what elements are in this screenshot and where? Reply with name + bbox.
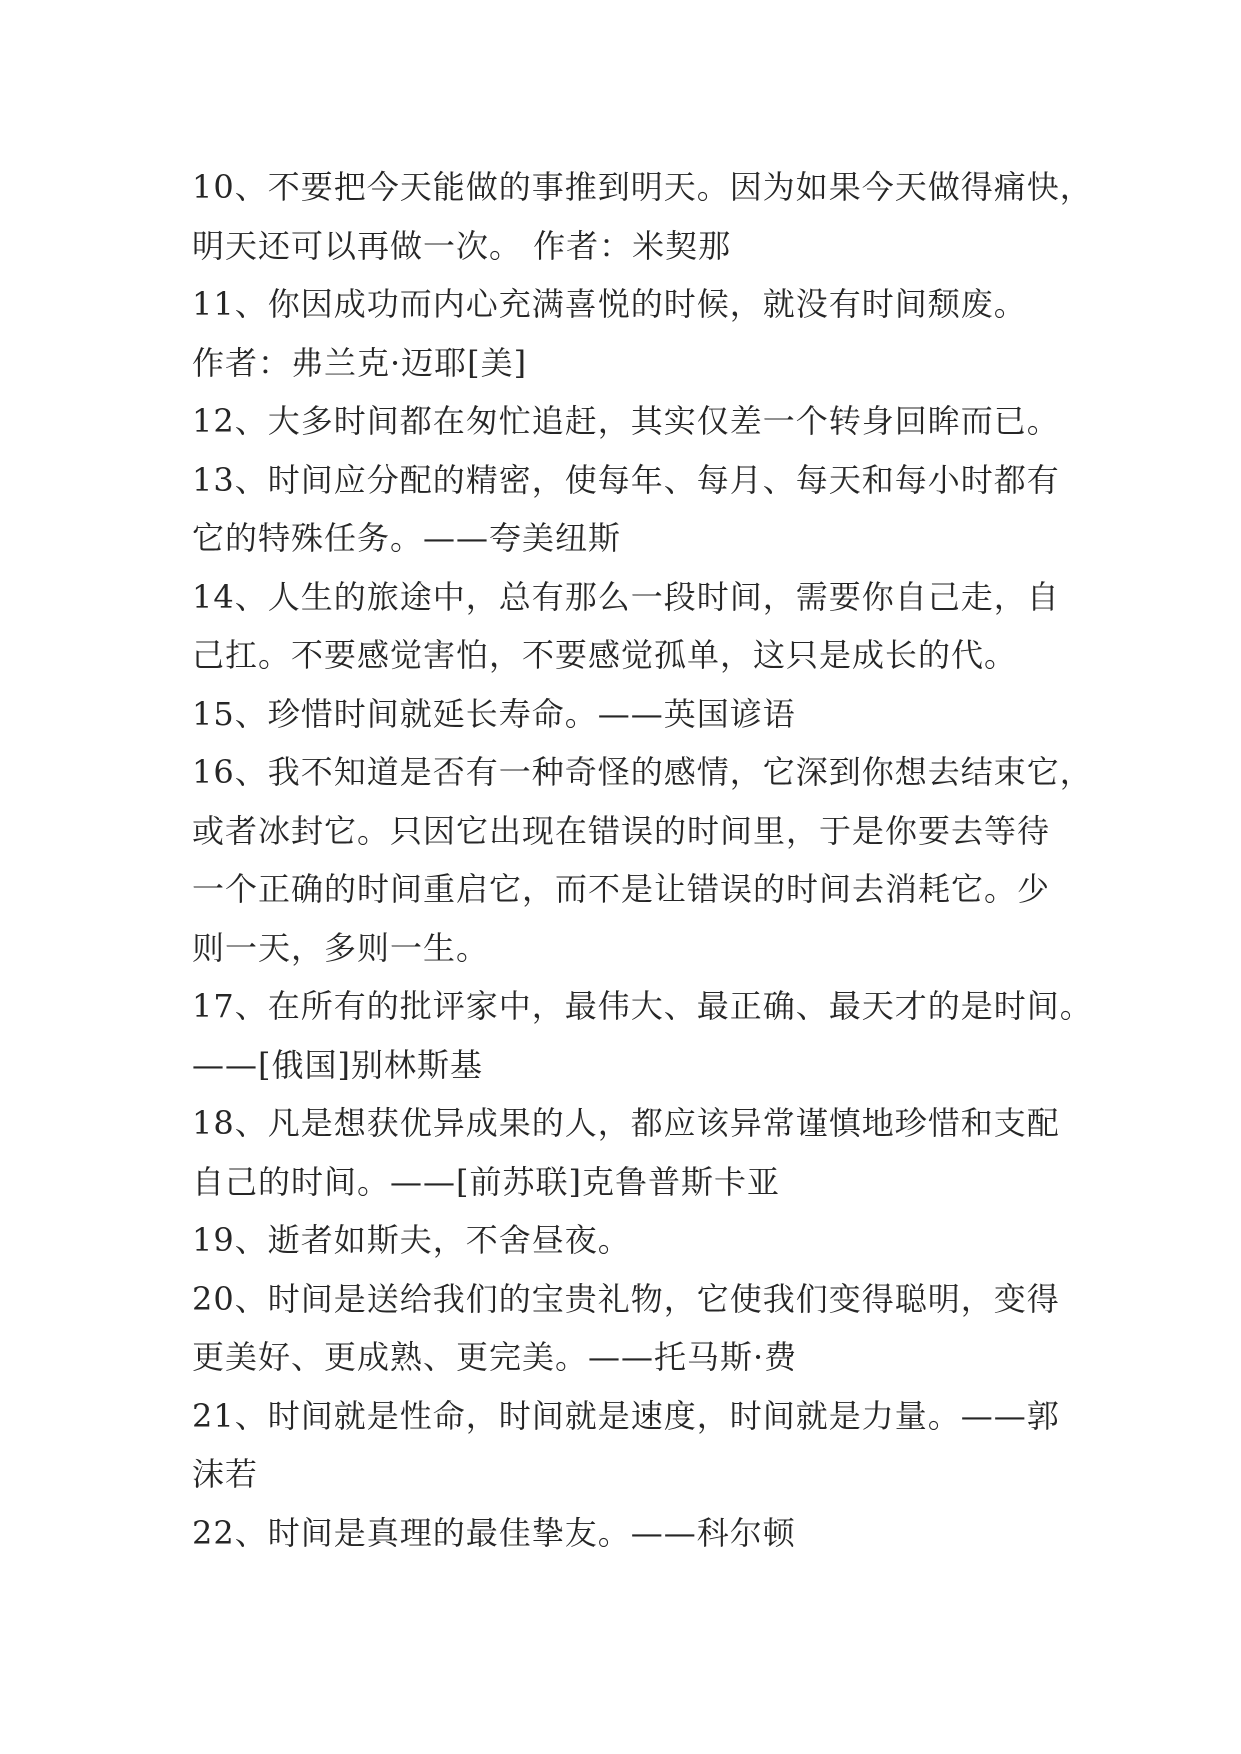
quote-line: 明天还可以再做一次。 作者：米契那 [192, 226, 732, 265]
quote-line: 13、时间应分配的精密，使每年、每月、每天和每小时都有 [192, 460, 1060, 499]
quote-line: 16、我不知道是否有一种奇怪的感情，它深到你想去结束它， [192, 753, 1093, 791]
quote-line: 自己的时间。——[前苏联]克鲁普斯卡亚 [192, 1162, 780, 1201]
quote-line: 10、不要把今天能做的事推到明天。因为如果今天做得痛快， [192, 168, 1093, 206]
quote-item [192, 158, 1093, 275]
quote-line: 则一天，多则一生。 [192, 928, 490, 967]
quote-item [192, 568, 1072, 685]
quote-line: 一个正确的时间重启它，而不是让错误的时间去消耗它。少 [192, 870, 1051, 908]
quote-item [192, 977, 1093, 1094]
quote-line: 18、凡是想获优异成果的人，都应该异常谨慎地珍惜和支配 [192, 1104, 1060, 1142]
quote-line: 17、在所有的批评家中，最伟大、最正确、最天才的是时间。 [192, 987, 1093, 1025]
quote-line: ——[俄国]别林斯基 [192, 1045, 483, 1084]
quote-line: 14、人生的旅途中，总有那么一段时间，需要你自己走，自 [192, 577, 1060, 616]
quote-line: 19、逝者如斯夫，不舍昼夜。 [192, 1221, 631, 1259]
quote-item [192, 1387, 1072, 1504]
quote-item [192, 451, 1072, 568]
quote-line: 12、大多时间都在匆忙追赶，其实仅差一个转身回眸而已。 [192, 402, 1060, 440]
quote-line: 21、时间就是性命，时间就是速度，时间就是力量。——郭 [192, 1396, 1060, 1435]
quote-line: 作者：弗兰克·迈耶[美] [192, 343, 528, 382]
quote-line: 沫若 [192, 1455, 259, 1493]
quote-line: 更美好、更成熟、更完美。——托马斯·费 [192, 1338, 798, 1376]
quote-item [192, 275, 1072, 392]
quote-item [192, 392, 1072, 451]
quote-line: 它的特殊任务。——夸美纽斯 [192, 519, 622, 557]
quote-list [192, 158, 1093, 1562]
quote-item [192, 1270, 1072, 1387]
quote-item [192, 1094, 1072, 1211]
quote-line: 15、珍惜时间就延长寿命。——英国谚语 [192, 694, 796, 733]
quote-line: 己扛。不要感觉害怕，不要感觉孤单，这只是成长的代。 [192, 636, 1018, 674]
quote-line: 22、时间是真理的最佳挚友。——科尔顿 [192, 1513, 796, 1552]
quote-item [192, 743, 1093, 977]
quote-line: 或者冰封它。只因它出现在错误的时间里，于是你要去等待 [192, 811, 1051, 850]
quote-item [192, 1504, 1072, 1563]
quote-item [192, 1211, 1072, 1270]
quote-line: 11、你因成功而内心充满喜悦的时候，就没有时间颓废。 [192, 285, 1027, 323]
quote-item [192, 685, 1072, 744]
quote-line: 20、时间是送给我们的宝贵礼物，它使我们变得聪明，变得 [192, 1279, 1060, 1318]
